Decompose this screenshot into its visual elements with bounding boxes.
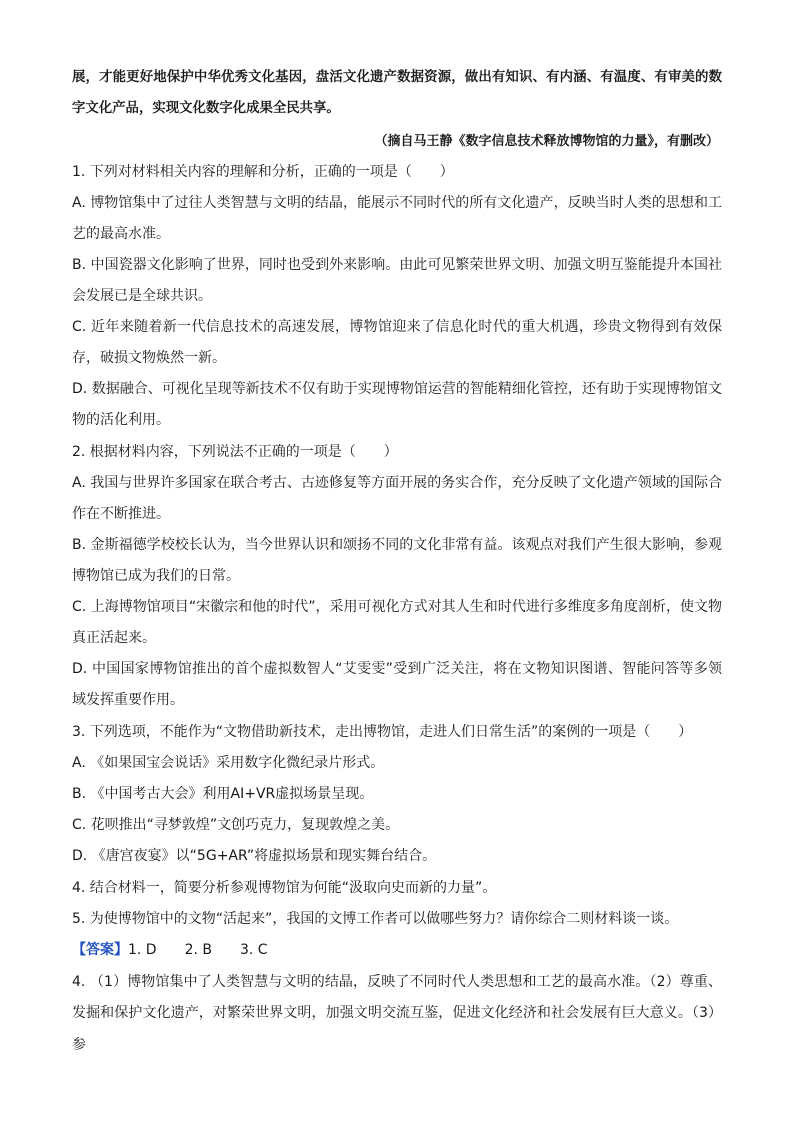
question-3-stem: 3. 下列选项，不能作为“文物借助新技术，走出博物馆，走进人们日常生活”的案例的一项是（ ） — [72, 724, 693, 740]
question-3-option-d: D. 《唐宫夜宴》以“5G+AR”将虚拟场景和现实舞台结合。 — [72, 848, 437, 864]
question-1-option-d: D. 数据融合、可视化呈现等新技术不仅有助于实现博物馆运营的智能精细化管控，还有助于实现博物馆文物的活化利用。 — [72, 381, 722, 429]
question-2-option-b: B. 金斯福德学校校长认为，当今世界认识和颂扬不同的文化非常有益。该观点对我们产生很大影响，参观博物馆已成为我们的日常。 — [72, 537, 722, 585]
question-5: 5. 为使博物馆中的文物“活起来”，我国的文博工作者可以做哪些努力？请你综合二则材料谈一谈。 — [72, 911, 679, 927]
question-1-option-b: B. 中国瓷器文化影响了世界，同时也受到外来影响。由此可见繁荣世界文明、加强文明互鉴能提升本国社会发展已是全球共识。 — [72, 257, 722, 305]
answer-values: 1. D 2. B 3. C — [128, 942, 268, 958]
question-2-stem: 2. 根据材料内容，下列说法不正确的一项是（ ） — [72, 444, 398, 460]
question-2-option-d: D. 中国国家博物馆推出的首个虚拟数智人“艾雯雯”受到广泛关注，将在文物知识图谱、智能问答等多领域发挥重要作用。 — [72, 661, 722, 709]
source-citation: （摘自马王静《数字信息技术释放博物馆的力量》，有删改） — [374, 134, 719, 149]
answer-tag: 【答案】 — [72, 942, 128, 958]
question-3-option-c: C. 花呗推出“寻梦敦煌”文创巧克力，复现敦煌之美。 — [72, 817, 400, 833]
question-2-option-a: A. 我国与世界许多国家在联合考古、古迹修复等方面开展的务实合作，充分反映了文化遗产领域的国际合作在不断推进。 — [72, 475, 722, 523]
question-1-option-a: A. 博物馆集中了过往人类智慧与文明的结晶，能展示不同时代的所有文化遗产，反映当时人类的思想和工艺的最高水准。 — [72, 195, 722, 243]
question-3-option-a: A. 《如果国宝会说话》采用数字化微纪录片形式。 — [72, 755, 385, 771]
question-2-option-c: C. 上海博物馆项目“宋徽宗和他的时代”，采用可视化方式对其人生和时代进行多维度多角度剖析，使文物真正活起来。 — [72, 599, 722, 647]
answer-line — [72, 935, 722, 966]
intro-paragraph: 展，才能更好地保护中华优秀文化基因，盘活文化遗产数据资源，做出有知识、有内涵、有温度、有审美的数字文化产品，实现文化数字化成果全民共享。 — [72, 69, 722, 117]
answer-4-paragraph: 4. （1）博物馆集中了人类智慧与文明的结晶，反映了不同时代人类思想和工艺的最高水准。（2）尊重、发掘和保护文化遗产，对繁荣世界文明，加强文明交流互鉴，促进文化经济和社会发展有巨大意义。（3）参 — [72, 974, 722, 1053]
question-1-option-c: C. 近年来随着新一代信息技术的高速发展，博物馆迎来了信息化时代的重大机遇，珍贵文物得到有效保存，破损文物焕然一新。 — [72, 319, 722, 367]
question-3-option-b: B. 《中国考古大会》利用AI+VR虚拟场景呈现。 — [72, 786, 374, 802]
question-4: 4. 结合材料一，简要分析参观博物馆为何能“汲取向史而新的力量”。 — [72, 880, 497, 896]
question-1-stem: 1. 下列对材料相关内容的理解和分析，正确的一项是（ ） — [72, 164, 454, 180]
